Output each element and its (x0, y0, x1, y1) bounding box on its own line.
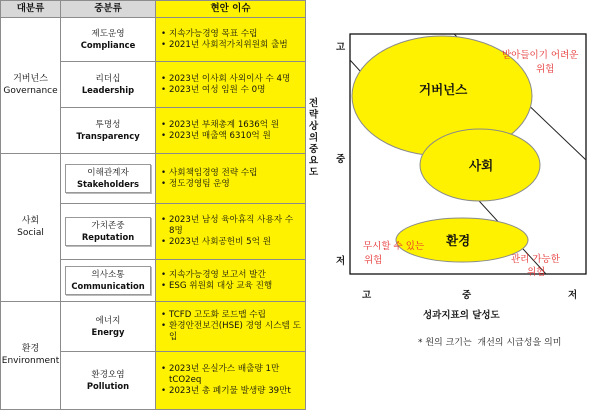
table-row (1, 18, 306, 62)
mid-leadership (61, 62, 156, 108)
mid-label-ko: 제도운영 (91, 28, 125, 39)
list-item: • 2021년 사회적가치위원회 출범 (160, 40, 301, 51)
bubble-label-environment: 환경 (446, 233, 471, 248)
list-item: • 사회책임경영 전략 수립 (160, 168, 301, 179)
list-item: • 2023년 매출액 6310억 원 (160, 131, 301, 142)
mid-label-en: Transparency (76, 130, 140, 141)
zone-manageable-line2: 위험 (527, 267, 546, 278)
table-row (1, 154, 306, 204)
issue-cell (156, 154, 306, 204)
y-axis-title-char: 요 (309, 155, 319, 167)
y-tick-mid: 중 (336, 154, 346, 165)
x-tick-high: 고 (362, 290, 372, 301)
major-label-ko: 거버넌스 (13, 74, 48, 85)
table-header-row (1, 1, 306, 18)
x-tick-low: 저 (568, 290, 578, 301)
y-axis-title-char: 략 (309, 109, 319, 121)
header-issue: 현안 이슈 (156, 1, 306, 18)
risk-matrix (306, 0, 600, 410)
mid-label-ko: 리더십 (95, 73, 121, 84)
mid-label-ko: 에너지 (95, 315, 121, 326)
header-major: 대분류 (1, 1, 61, 18)
mid-compliance (61, 18, 156, 62)
table-row (1, 302, 306, 352)
mid-label-en: Communication (71, 280, 145, 291)
list-item: • 2023년 이사회 사외이사 수 4명 (160, 74, 301, 85)
mid-label-en: Reputation (81, 231, 135, 242)
mid-label-ko: 가치존중 (91, 220, 125, 231)
list-item: • 지속가능경영 목표 수립 (160, 29, 301, 40)
x-tick-mid: 중 (462, 290, 472, 301)
issue-cell (156, 18, 306, 62)
mid-communication (61, 260, 156, 302)
major-label-en: Environment (1, 355, 60, 366)
mid-label-en: Pollution (86, 380, 130, 391)
mid-label-en: Stakeholders (76, 178, 140, 189)
mid-transparency (61, 108, 156, 154)
mid-label-ko: 의사소통 (91, 269, 125, 280)
size-note: * 원의 크기는 개선의 시급성을 의미 (418, 338, 562, 348)
major-label-en: Governance (3, 85, 58, 96)
y-axis-title-char: 중 (309, 144, 319, 155)
header-mid: 중분류 (61, 1, 156, 18)
zone-negligible-line2: 위험 (364, 255, 383, 266)
x-axis-title: 성과지표의 달성도 (423, 310, 500, 321)
mid-box (65, 164, 151, 193)
issue-cell (156, 302, 306, 352)
list-item: • 2023년 총 폐기물 발생량 39만t (160, 386, 301, 397)
y-axis-title-char: 전 (309, 98, 319, 109)
mid-label-en: Compliance (80, 39, 136, 50)
major-label-ko: 사회 (21, 216, 40, 227)
list-item: • ESG 위원회 대상 교육 진행 (160, 281, 301, 292)
issue-cell (156, 62, 306, 108)
mid-label-ko: 이해관계자 (87, 167, 129, 178)
major-social (1, 154, 61, 302)
mid-energy (61, 302, 156, 352)
mid-box (65, 266, 151, 295)
y-axis-title-char: 도 (309, 167, 319, 178)
zone-unacceptable-line1: 받아들이기 어려운 (502, 50, 579, 61)
issue-cell (156, 352, 306, 410)
mid-label-en: Leadership (81, 84, 135, 95)
zone-negligible-line1: 무시할 수 있는 (363, 241, 425, 252)
list-item: • 2023년 남성 육아휴직 사용자 수 8명 (160, 215, 301, 236)
mid-label-ko: 환경오염 (91, 369, 125, 380)
y-axis-title (309, 97, 319, 178)
list-item: • 정도경영팀 운영 (160, 179, 301, 190)
mid-reputation (61, 204, 156, 260)
bubble-label-governance: 거버넌스 (419, 82, 468, 97)
y-tick-high: 고 (336, 42, 346, 53)
zone-unacceptable-line2: 위험 (536, 64, 555, 75)
mid-stakeholders (61, 154, 156, 204)
list-item: • TCFD 고도화 로드맵 수립 (160, 310, 301, 321)
list-item: • 2023년 사회공헌비 5억 원 (160, 237, 301, 248)
issue-cell (156, 260, 306, 302)
mid-label-en: Energy (91, 326, 125, 337)
bubble-label-social: 사회 (469, 158, 494, 173)
mid-label-ko: 투명성 (95, 119, 121, 130)
issue-cell (156, 204, 306, 260)
issue-cell (156, 108, 306, 154)
y-axis-title-char: 의 (309, 132, 319, 144)
list-item: • 2023년 온실가스 배출량 1만tCO2eq (160, 364, 301, 385)
major-label-ko: 환경 (21, 344, 40, 355)
major-environment (1, 302, 61, 410)
major-governance (1, 18, 61, 154)
list-item: • 2023년 여성 임원 수 0명 (160, 85, 301, 96)
mid-box (65, 217, 151, 246)
zone-manageable-line1: 관리 가능한 (511, 254, 560, 265)
mid-pollution (61, 352, 156, 410)
major-label-en: Social (17, 227, 44, 238)
list-item: • 지속가능경영 보고서 발간 (160, 270, 301, 281)
y-axis-title-char: 상 (309, 121, 319, 132)
list-item: • 환경안전보건(HSE) 경영 시스템 도입 (160, 321, 301, 342)
y-tick-low: 저 (336, 256, 346, 267)
list-item: • 2023년 부채총계 1636억 원 (160, 120, 301, 131)
